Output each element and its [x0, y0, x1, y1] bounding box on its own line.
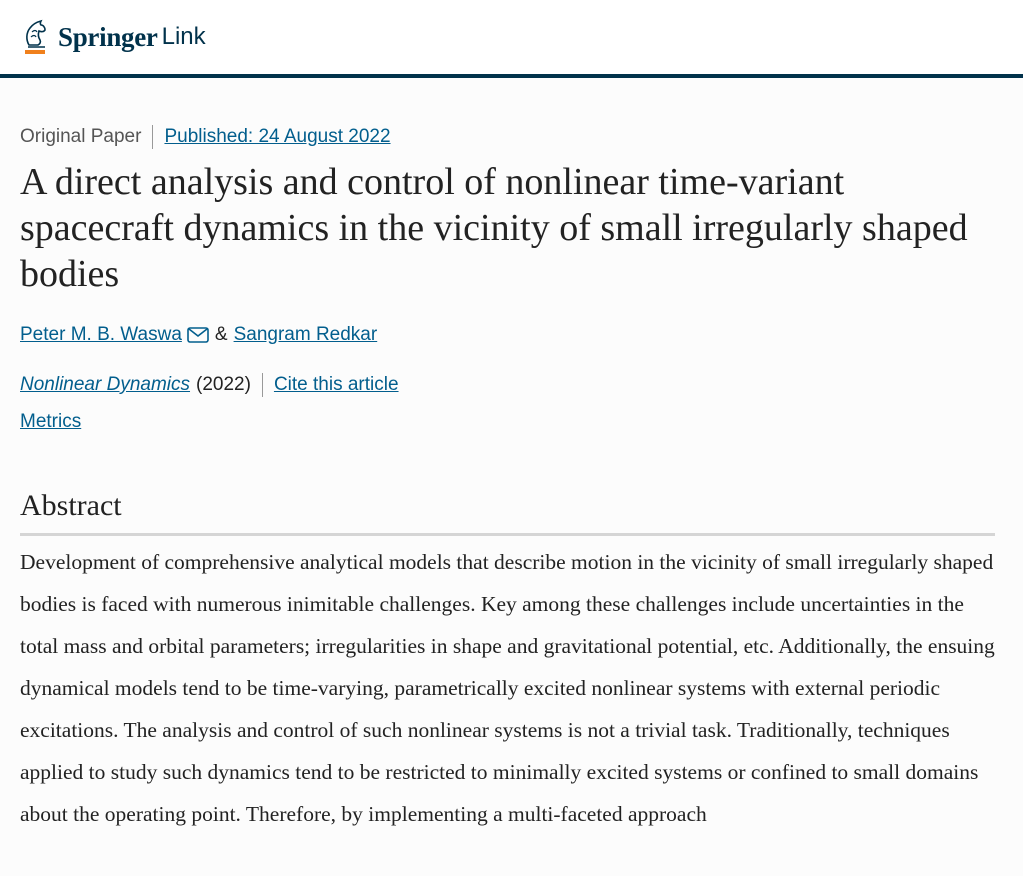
article-title: A direct analysis and control of nonlinear time-variant spacecraft dynamics in the vicinity of small irregularly shaped bodies: [20, 161, 968, 295]
meta-divider: [152, 125, 153, 149]
email-icon[interactable]: [187, 327, 209, 343]
abstract-heading: Abstract: [20, 489, 995, 536]
journal-line: [20, 373, 1003, 397]
article-type: Original Paper: [20, 126, 142, 147]
journal-link[interactable]: Nonlinear Dynamics: [20, 374, 191, 395]
springer-link-logo[interactable]: [20, 18, 206, 56]
site-header: [0, 0, 1023, 78]
cite-article-link[interactable]: Cite this article: [273, 374, 399, 395]
article-meta: [20, 125, 1003, 149]
author-separator: &: [214, 324, 228, 345]
author-list: [20, 324, 1003, 346]
logo-link-text: Link: [161, 23, 206, 50]
logo-springer-text: Springer: [58, 21, 158, 52]
journal-divider: [262, 373, 263, 397]
author-link-redkar[interactable]: Sangram Redkar: [233, 324, 378, 345]
publication-year: (2022): [196, 374, 251, 395]
metrics-line: [20, 411, 1003, 433]
article-content: [0, 125, 1023, 835]
published-date-link[interactable]: Published: 24 August 2022: [164, 126, 391, 147]
abstract-text: Development of comprehensive analytical models that describe motion in the vicinity of small irregularly shaped bodies is faced with numerous inimitable challenges. Key among these challenges include uncertainties in the total mass and orbital parameters; irregularities in shape and gravitational potential, etc. Additionally, the ensuing dynamical models tend to be time-varying, parametrically excited nonlinear systems with external periodic excitations. The analysis and control of such nonlinear systems is not a trivial task. Traditionally, techniques applied to study such dynamics tend to be restricted to minimally excited systems or confined to small domains about the operating point. Therefore, by implementing a multi-faceted approach: [20, 550, 995, 826]
springer-horse-icon: [20, 18, 50, 56]
metrics-link[interactable]: Metrics: [20, 411, 82, 432]
author-link-waswa[interactable]: Peter M. B. Waswa: [20, 324, 182, 345]
